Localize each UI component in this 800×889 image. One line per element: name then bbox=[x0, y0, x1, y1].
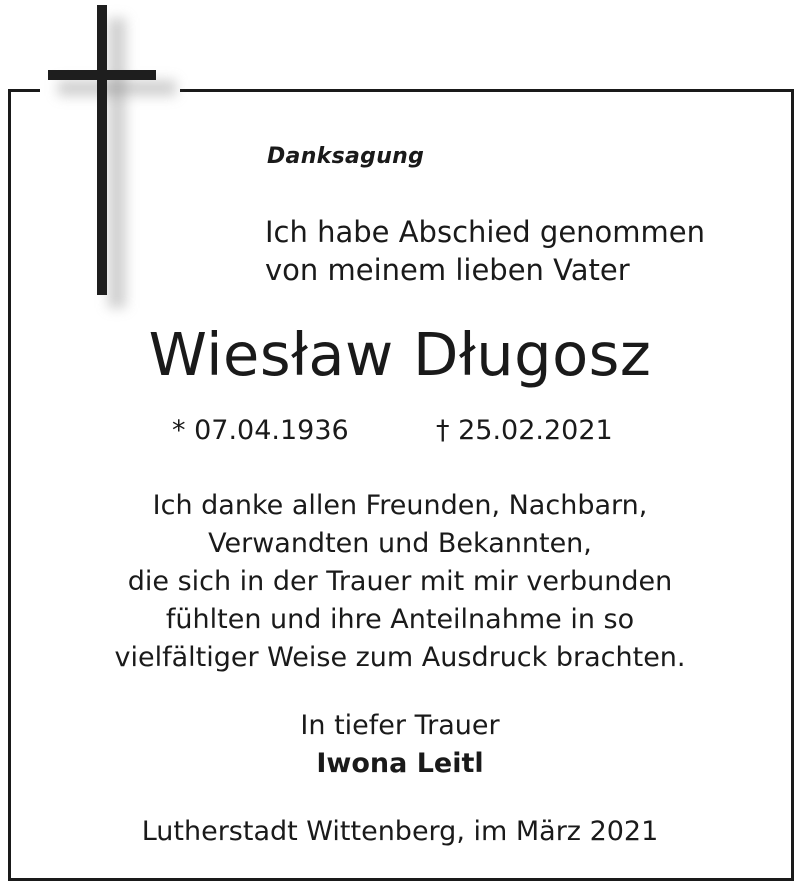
signer-name: Iwona Leitl bbox=[316, 748, 484, 779]
cross-shadow-horizontal bbox=[58, 80, 176, 96]
place-and-date: Lutherstadt Wittenberg, im März 2021 bbox=[141, 816, 659, 847]
cross-shadow-vertical bbox=[108, 18, 126, 308]
message-line: Verwandten und Bekannten, bbox=[208, 528, 592, 559]
cross-icon bbox=[0, 0, 200, 320]
notice-heading: Danksagung bbox=[267, 144, 425, 169]
death-date: † 25.02.2021 bbox=[436, 415, 613, 446]
deceased-name: Wiesław Długosz bbox=[148, 320, 652, 389]
intro-line-2: von meinem lieben Vater bbox=[265, 253, 630, 287]
thank-you-message bbox=[0, 487, 800, 677]
signoff-phrase: In tiefer Trauer bbox=[300, 710, 500, 741]
message-line: vielfältiger Weise zum Ausdruck brachten. bbox=[114, 642, 686, 673]
intro-line-1: Ich habe Abschied genommen bbox=[265, 215, 706, 249]
signoff-block bbox=[0, 707, 800, 783]
intro-text bbox=[265, 213, 705, 289]
message-line: fühlten und ihre Anteilnahme in so bbox=[165, 604, 635, 635]
message-line: Ich danke allen Freunden, Nachbarn, bbox=[152, 490, 648, 521]
cross-vertical-beam bbox=[97, 5, 107, 295]
birth-date: * 07.04.1936 bbox=[172, 415, 349, 446]
cross-horizontal-beam bbox=[48, 70, 156, 80]
message-line: die sich in der Trauer mit mir verbunden bbox=[127, 566, 673, 597]
